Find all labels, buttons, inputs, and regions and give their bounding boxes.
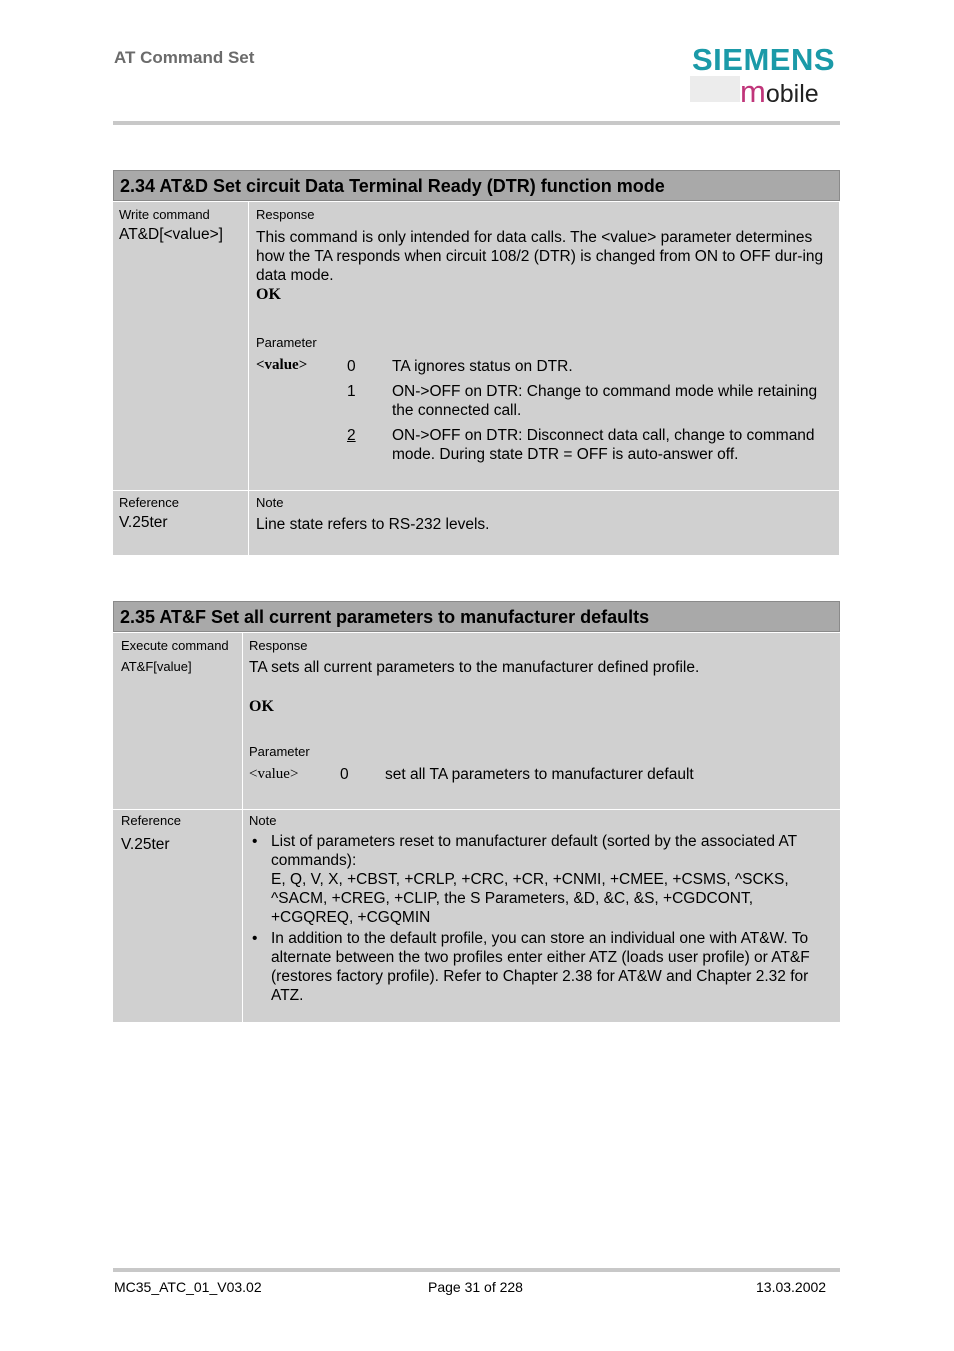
param-name: <value> xyxy=(256,357,308,373)
command-label: Write command xyxy=(119,207,210,222)
header-rule xyxy=(113,121,840,125)
param-value-2-default: 2 xyxy=(347,427,356,444)
note-cell xyxy=(249,491,839,555)
section-title-2-34: 2.34 AT&D Set circuit Data Terminal Ready (DTR) function mode xyxy=(113,170,840,201)
note-label: Note xyxy=(249,813,277,828)
param-desc-0: TA ignores status on DTR. xyxy=(392,358,573,375)
response-text: TA sets all current parameters to the manufacturer defined profile. xyxy=(249,659,700,676)
param-value-1: 1 xyxy=(347,383,356,400)
reference-cell xyxy=(113,491,248,555)
ok-result: OK xyxy=(256,286,281,303)
note-cell xyxy=(243,810,840,1022)
command-label: Execute command xyxy=(121,638,229,653)
reference-label: Reference xyxy=(119,495,179,510)
siemens-logo: SIEMENS xyxy=(692,42,836,77)
response-label: Response xyxy=(249,638,308,653)
reference-label: Reference xyxy=(121,813,181,828)
command-cell xyxy=(113,202,248,490)
command-syntax: AT&D[<value>] xyxy=(119,226,223,243)
reference-value: V.25ter xyxy=(121,836,170,853)
parameter-list: E, Q, V, X, +CBST, +CRLP, +CRC, +CR, +CNMI, +CMEE, +CSMS, ^SCKS, ^SACM, +CREG, +CLIP, the S Parameters, &D, &C, &S, +CGDCONT, +CGQREQ, +CGQMIN xyxy=(271,871,789,926)
logo-background xyxy=(690,76,740,102)
note-label: Note xyxy=(256,495,284,510)
response-cell xyxy=(249,202,839,490)
response-text: This command is only intended for data calls. The <value> parameter determines how the TA responds when circuit 108/2 (DTR) is changed from ON to OFF dur-ing data mode. xyxy=(256,229,824,284)
command-cell xyxy=(113,633,242,809)
command-syntax: AT&F[value] xyxy=(121,659,192,674)
mobile-logo: mobile xyxy=(740,74,819,109)
reference-value: V.25ter xyxy=(119,514,168,531)
note-list xyxy=(249,832,837,1007)
header-title: AT Command Set xyxy=(114,48,255,67)
param-value-0: 0 xyxy=(347,358,356,375)
param-desc-0: set all TA parameters to manufacturer default xyxy=(385,766,694,783)
note-item-parameters: • List of parameters reset to manufacturer default (sorted by the associated AT commands): E, Q, V, X, +CBST, +CRLP, +CRC, +CR, +CNMI, +CMEE, +CSMS, ^SCKS, ^SACM, +CREG, +CLIP, the S Parameters, &D, &C, &S, +CGDCONT, +CGQREQ, +CGQMIN xyxy=(249,832,837,927)
footer-doc-id: MC35_ATC_01_V03.02 xyxy=(114,1279,262,1295)
param-desc-1: ON->OFF on DTR: Change to command mode while retaining the connected call. xyxy=(392,383,818,419)
parameter-label: Parameter xyxy=(249,744,310,759)
footer-rule xyxy=(113,1268,840,1272)
note-item-profiles: • In addition to the default profile, you can store an individual one with AT&W. To alternate between the two profiles enter either ATZ (loads user profile) or AT&F (restores factory profile). Refer to Chapter 2.38 for AT&W and Chapter 2.32 for ATZ. xyxy=(249,929,837,1005)
param-value-0: 0 xyxy=(340,766,349,783)
reference-cell xyxy=(113,810,242,1022)
ok-result: OK xyxy=(249,698,274,715)
response-cell xyxy=(243,633,840,809)
param-name: <value> xyxy=(249,766,299,782)
note-text: Line state refers to RS-232 levels. xyxy=(256,516,490,533)
section-title-2-35: 2.35 AT&F Set all current parameters to manufacturer defaults xyxy=(113,601,840,632)
response-label: Response xyxy=(256,207,315,222)
footer-date: 13.03.2002 xyxy=(756,1279,827,1295)
parameter-label: Parameter xyxy=(256,335,317,350)
footer-page-number: Page 31 of 228 xyxy=(428,1279,523,1295)
param-desc-2: ON->OFF on DTR: Disconnect data call, change to command mode. During state DTR = OFF is auto-answer off. xyxy=(392,427,815,463)
